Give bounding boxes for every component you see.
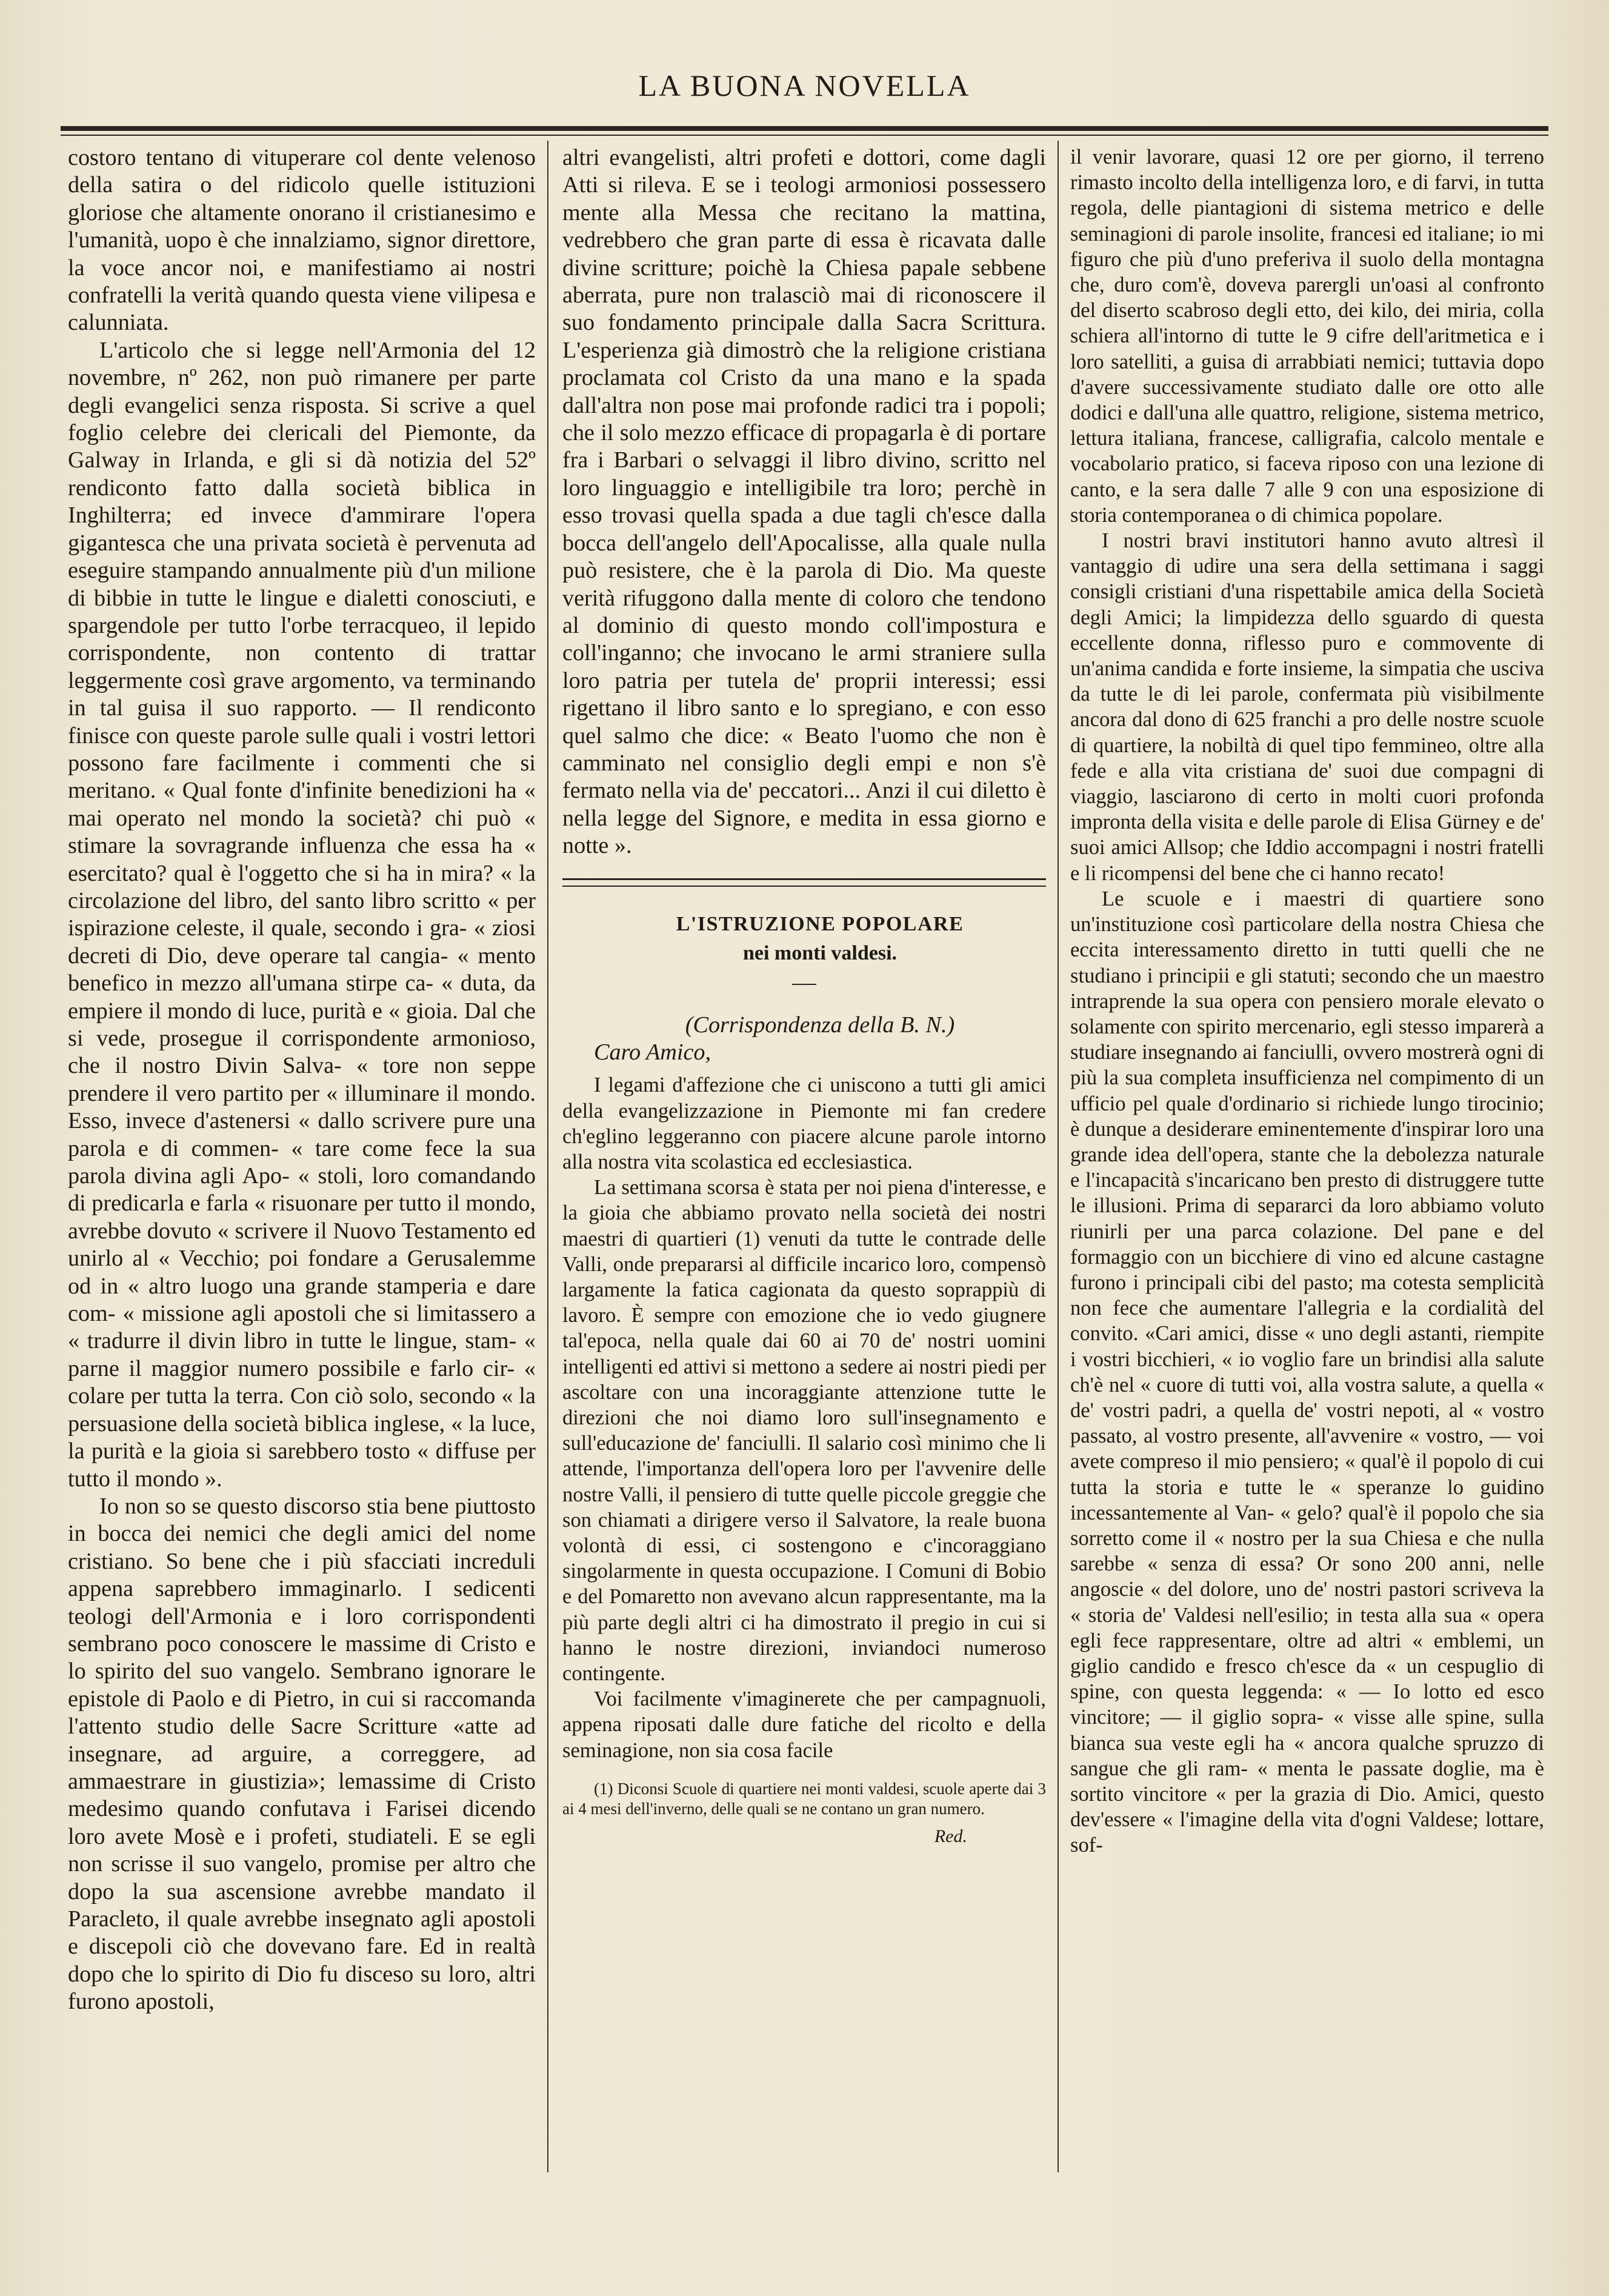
column-divider-1 [547, 141, 548, 2172]
paragraph: altri evangelisti, altri profeti e dottori, come dagli Atti si rileva. E se i teologi armoniosi possessero mente alla Messa che recitano la mattina, vedrebbero che gran parte di essa è ricavata dalle divine scritture; poichè la Chiesa papale sebbene aberrata, pure non tralasciò mai di riconoscere il suo fondamento principale dalla Sacra Scrittura. L'esperienza già dimostrò che la religione cristiana proclamata col Cristo da una mano e la spada dall'altra non pose mai profonde radici tra i popoli; che il solo mezzo efficace di propagarla è di portare fra i Barbari o selvaggi il libro divino, scritto nel loro linguaggio e intelligibile tra loro; perchè in esso trovasi quella spada a due tagli ch'esce dalla bocca dell'angelo dell'Apocalisse, alla quale nulla può resistere, che è la parola di Dio. Ma queste verità rifuggono dalla mente di coloro che tendono al dominio di questo mondo coll'impostura e coll'inganno; che invocano le armi straniere sulla loro patria per tutela de' proprii interessi; essi rigettano il libro santo e lo spregiano, e con esso quel salmo che dice: « Beato l'uomo che non è camminato nel consiglio degli empi e non s'è fermato nella via de' peccatori... Anzi il cui diletto è nella legge del Signore, e medita in essa giorno e notte ». [562, 145, 1046, 859]
paragraph: La settimana scorsa è stata per noi piena d'interesse, e la gioia che abbiamo provato nella società dei nostri maestri di quartieri (1) venuti da tutte le contrade delle Valli, onde prepararsi al difficile incarico loro, compensò largamente la fatica cagionata da questo soprappiù di lavoro. È sempre con emozione che io vedo giugnere tal'epoca, nella quale dai 60 ai 70 de' nostri uomini intelligenti ed attivi si mettono a sedere ai nostri piedi per ascoltare con una incoraggiante attenzione tutte le direzioni che noi diamo loro sull'insegnamento e sull'educazione de' fanciulli. Il salario così minimo che li attende, l'importanza dell'opera loro per l'avvenire delle nostre Valli, il pensiero di tutte quelle piccole greggie che son chiamati a dirigere verso il Salvatore, la reale buona volontà di essi, ci sostengono e c'incoraggiano singolarmente in questa occupazione. I Comuni di Bobio e del Pomaretto non avevano alcun rappresentante, ma la più parte degli altri ci ha dimostrato il pregio in cui si hanno le nostre direzioni, inviandoci numeroso contingente. [562, 1176, 1046, 1686]
paragraph: L'articolo che si legge nell'Armonia del 12 novembre, nº 262, non può rimanere per parte degli evangelici senza risposta. Si scrive a quel foglio celebre dei clericali del Piemonte, da Galway in Irlanda, e gli si dà notizia del 52º rendiconto fatto dalla società biblica in Inghilterra; ed invece d'ammirare l'opera gigantesca che una privata società è pervenuta ad eseguire stampando annualmente più d'un milione di bibbie in tutte le lingue e dialetti conosciuti, e spargendole per tutto l'orbe terracqueo, il lepido corrispondente, non contento di trattar leggermente così grave argomento, va terminando in tal guisa il suo rapporto. — Il rendiconto finisce con queste parole sulle quali i vostri lettori possono fare facilmente i commenti che si meritano. « Qual fonte d'infinite benedizioni ha « mai operato nel mondo la società? chi può « stimare la sovragrande influenza che essa ha « esercitato? qual è l'oggetto che si ha in mira? « la circolazione del libro, del santo libro scritto « per ispirazione celeste, il quale, secondo i gra- « ziosi decreti di Dio, deve operare tal cangia- « mento benefico in mezzo all'umana stirpe ca- « duta, da empiere il mondo di luce, purità e « gioia. Dal che si vede, prosegue il corrispondente armonioso, che il nostro Divin Salva- « tore non seppe prendere il vero partito per « illuminare il mondo. Esso, invece d'astenersi « dallo scrivere pure una parola e di commen- « tare come fece la sua parola divina agli Apo- « stoli, loro comandando di predicarla e farla « risuonare per tutto il mondo, avrebbe dovuto « scrivere il Nuovo Testamento ed unirlo al « Vecchio; poi fondare a Gerusalemme od in « altro luogo una grande stamperia e dare com- « missione agli apostoli che si limitassero a « tradurre il divin libro in tutte le lingue, stam- « parne il maggior numero possibile e farlo cir- « colare per tutta la terra. Con ciò solo, secondo « la persuasione della società biblica inglese, « la luce, la purità e la gioia si sarebbero tosto « diffuse per tutto il mondo ». [68, 337, 536, 1492]
salutation: Caro Amico, [594, 1039, 711, 1065]
paragraph: Le scuole e i maestri di quartiere sono un'instituzione così particolare della nostra Chiesa che eccita interessamento diretto in tutti quelli che ne studiano i principii e gli statuti; secondo che un maestro intraprende la sua opera con pensiero morale elevato o solamente con spirito mercenario, egli stesso imparerà a studiare insegnando ai fanciulli, ovvero mostrerà ogni di più la sua completa insufficienza nel compimento di un ufficio pel quale d'ordinario si richiede lungo tirocinio; è dunque a desiderare eminentemente d'inspirar loro una grande idea dell'opera, stante che la debolezza naturale e l'incapacità s'incaricano ben presto di distruggere tutte le illusioni. Prima di separarci da loro abbiamo voluto riunirli per una parca colazione. Del pane e del formaggio con un bicchiere di vino ed alcune castagne furono i principali cibi del pasto; ma cotesta semplicità non fece che aumentare l'allegria e la cordialità del convito. «Cari amici, disse « uno degli astanti, riempite i vostri bicchieri, « io voglio fare un brindisi alla salute ch'è nel « cuore di tutti voi, alla vostra salute, a quella « de' vostri padri, a quella de' vostri nepoti, al « vostro passato, al vostro presente, all'avvenire « vostro, — voi avete compreso il mio pensiero; « qual'è il popolo di cui tutta la storia e tutte le « speranze lo guidino incessantemente al Van- « gelo? qual'è il popolo che sia sorretto come il « nostro per la sua Chiesa e che nulla sarebbe « senza di essa? Or sono 200 anni, nelle angoscie « del dolore, uno de' nostri pastori scriveva la « storia de' Valdesi nell'esilio; in testa alla sua « opera egli fece rappresentare, oltre ad altri « emblemi, un giglio candido e fresco ch'esce da « un cespuglio di spine, con questa leggenda: « — Io lotto ed esco vincitore; — il giglio sopra- « visse alle spine, sulla bianca sua veste egli ha « ancora qualche spruzzo di sangue che gli ram- « menta le passate doglie, ma è sortito vincitore « per la grazia di Dio. Amici, questo dev'essere « l'imagine della vita d'ogni Valdese; lottare, sof- [1070, 887, 1544, 1857]
correspondence-line: (Corrispondenza della B. N.) [685, 1012, 955, 1038]
article-subtitle: nei monti valdesi. [742, 941, 898, 964]
article-separator [562, 878, 1046, 887]
footnote: (1) Diconsi Scuole di quartiere nei monti valdesi, scuole aperte dai 3 ai 4 mesi dell'inverno, delle quali se ne contano un gran numero. [562, 1779, 1046, 1818]
masthead-title: LA BUONA NOVELLA [638, 68, 971, 102]
column-3 [1070, 144, 1544, 2169]
footnote-signature: Red. [934, 1826, 967, 1846]
title-dash [792, 984, 816, 985]
header-rule-thick [61, 126, 1548, 131]
paragraph: I nostri bravi institutori hanno avuto altresì il vantaggio di udire una sera della settimana i saggi consigli cristiani d'una rispettabile amica della Società degli Amici; la limpidezza dello sguardo di questa eccellente donna, riflesso puro e commovente di un'anima candida e forte insieme, la simpatia che usciva da tutte le di lei parole, confermata più visibilmente ancora dal dono di 625 franchi a pro delle nostre scuole di quartiere, la nobiltà di quel tipo femmineo, oltre alla fede e alla vita cristiana de' suoi due compagni di viaggio, lasciarono di certo in molti cuori profonda impronta della visita e delle parole di Elisa Gürney e de' suoi amici Allsop; che Iddio accompagni i nostri fratelli e li ricompensi del bene che ci hanno recato! [1070, 529, 1544, 885]
column-divider-2 [1058, 141, 1059, 2172]
header-rule-thin [61, 135, 1548, 136]
article-title: L'ISTRUZIONE POPOLARE [676, 912, 964, 935]
paragraph: Io non so se questo discorso stia bene piuttosto in bocca dei nemici che degli amici del nome cristiano. So bene che i più sfacciati increduli appena saprebbero immaginarlo. I sedicenti teologi dell'Armonia e i loro corrispondenti sembrano poco conoscere le massime di Cristo e lo spirito del suo vangelo. Sembrano ignorare le epistole di Paolo e di Pietro, in cui si raccomanda l'attento studio delle Sacre Scritture «atte ad insegnare, ad arguire, a correggere, ad ammaestrare in giustizia»; lemassime di Cristo medesimo quando confutava i Farisei dicendo loro avete Mosè e i profeti, studiateli. E se egli non scrisse il suo vangelo, promise per altro che dopo la sua ascensione avrebbe mandato il Paracleto, il quale avrebbe insegnato agli apostoli e discepoli ciò che dovevano fare. Ed in realtà dopo che lo spirito di Dio fu disceso su loro, altri furono apostoli, [68, 1493, 536, 2015]
paragraph: Voi facilmente v'imaginerete che per campagnuoli, appena riposati dalle dure fatiche del ricolto e della seminagione, non sia cosa facile [562, 1687, 1046, 1762]
paragraph: I legami d'affezione che ci uniscono a tutti gli amici della evangelizzazione in Piemonte mi fan credere ch'eglino leggeranno con piacere alcune parole intorno alla nostra vita scolastica ed ecclesiastica. [562, 1073, 1046, 1173]
column-2 [562, 144, 1046, 2169]
paragraph: il venir lavorare, quasi 12 ore per giorno, il terreno rimasto incolto della intelligenza loro, e di farvi, in tutta regola, delle piantagioni di sistema metrico e delle seminagioni di parole insolite, francesi ed italiane; io mi figuro che più d'uno preferiva il suolo della montagna che, duro com'è, doveva parergli un'oasi al confronto del diserto scabroso degli etto, dei kilo, dei miria, colla schiera all'intorno di tutte le 9 cifre dell'aritmetica e i loro satelliti, a guisa di arrabbiati nemici; tuttavia dopo d'avere successivamente studiato dalle ore otto alle dodici e dall'una alle quattro, religione, sistema metrico, lettura italiana, francese, calligrafia, calcolo mentale e vocabolario pratico, si faceva riposo con una lezione di canto, e la sera dalle 7 alle 9 con una esposizione di storia contemporanea o di chimica popolare. [1070, 145, 1544, 527]
column-1 [68, 144, 536, 2169]
paragraph: costoro tentano di vituperare col dente velenoso della satira o del ridicolo quelle istituzioni gloriose che altamente onorano il cristianesimo e l'umanità, uopo è che innalziamo, signor direttore, la voce ancor noi, e manifestiamo ai nostri confratelli la verità quando questa viene vilipesa e calunniata. [68, 145, 536, 336]
